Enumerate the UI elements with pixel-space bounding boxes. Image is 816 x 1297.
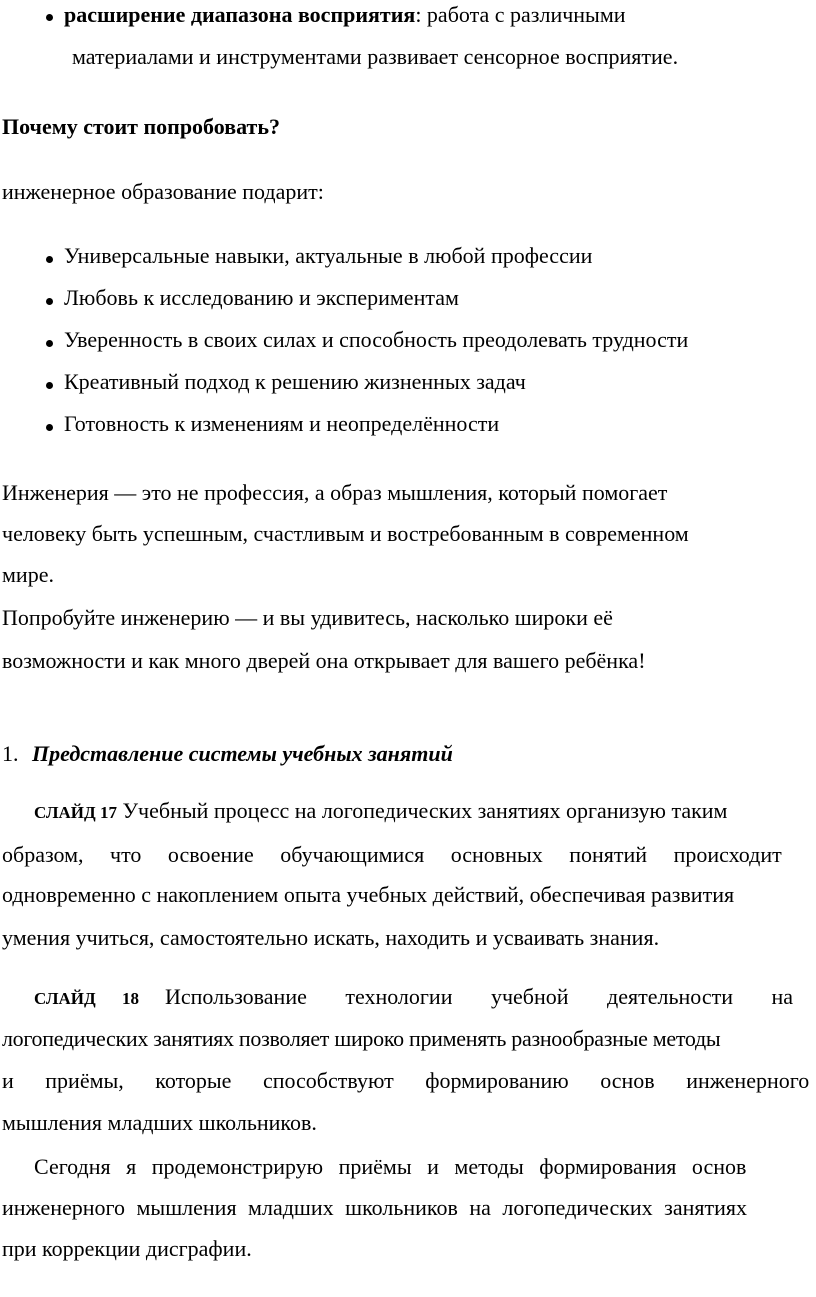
- why-heading: Почему стоит попробовать?: [2, 114, 280, 139]
- slide-label: СЛАЙД 18: [34, 989, 139, 1008]
- top-bullet-continuation: материалами и инструментами развивает сенсорное восприятие.: [72, 44, 679, 69]
- bullet-dot: [46, 424, 53, 431]
- paragraph-line: мышления младших школьников.: [2, 1110, 317, 1135]
- paragraph-line: человеку быть успешным, счастливым и востребованным в современном: [2, 521, 689, 546]
- list-item: Универсальные навыки, актуальные в любой профессии: [64, 243, 593, 268]
- slide17-first-line: [34, 800, 812, 822]
- paragraph-line: Попробуйте инженерию — и вы удивитесь, насколько широки её: [2, 605, 613, 630]
- slide-label: СЛАЙД 17: [34, 803, 117, 822]
- bold-term: расширение диапазона восприятия: [64, 2, 416, 27]
- list-item: Готовность к изменениям и неопределённости: [64, 411, 500, 436]
- bullet-dot: [46, 298, 53, 305]
- paragraph-line: одновременно с накоплением опыта учебных действий, обеспечивая развития: [2, 882, 735, 907]
- paragraph-line: умения учиться, самостоятельно искать, находить и усваивать знания.: [2, 925, 660, 950]
- slide17-content: [34, 800, 727, 822]
- bullet-dot: [46, 340, 53, 347]
- intro-text: инженерное образование подарит:: [2, 179, 324, 204]
- section-title: Представление системы учебных занятий: [32, 741, 453, 766]
- section-heading: [2, 743, 453, 765]
- paragraph-line: мире.: [2, 562, 54, 587]
- list-item: Любовь к исследованию и экспериментам: [64, 285, 459, 310]
- paragraph-line: и приёмы, которые способствуют формированию основ инженерного: [2, 1068, 810, 1093]
- slide17-text: Учебный процесс на логопедических занятиях организую таким: [122, 798, 728, 823]
- bullet-dot: [46, 14, 53, 21]
- paragraph-line: при коррекции дисграфии.: [2, 1236, 252, 1261]
- bullet-dot: [46, 382, 53, 389]
- slide18-first-line: [34, 986, 793, 1008]
- section-number: 1.: [2, 741, 19, 766]
- paragraph-line: Сегодня я продемонстрирую приёмы и методы формирования основ: [34, 1154, 747, 1179]
- bullet-text: : работа с различными: [415, 2, 626, 27]
- list-item: Уверенность в своих силах и способность преодолевать трудности: [64, 327, 689, 352]
- slide18-text: Использование технологии учебной деятельности на: [164, 984, 794, 1009]
- paragraph-line: образом, что освоение обучающимися основных понятий происходит: [2, 842, 782, 867]
- top-bullet-line: [64, 4, 626, 26]
- list-item: Креативный подход к решению жизненных задач: [64, 369, 526, 394]
- paragraph-line: Инженерия — это не профессия, а образ мышления, который помогает: [2, 480, 668, 505]
- bullet-dot: [46, 256, 53, 263]
- paragraph-line: инженерного мышления младших школьников на логопедических занятиях: [2, 1195, 748, 1220]
- paragraph-line: логопедических занятиях позволяет широко применять разнообразные методы: [2, 1026, 721, 1051]
- paragraph-line: возможности и как много дверей она открывает для вашего ребёнка!: [2, 648, 646, 673]
